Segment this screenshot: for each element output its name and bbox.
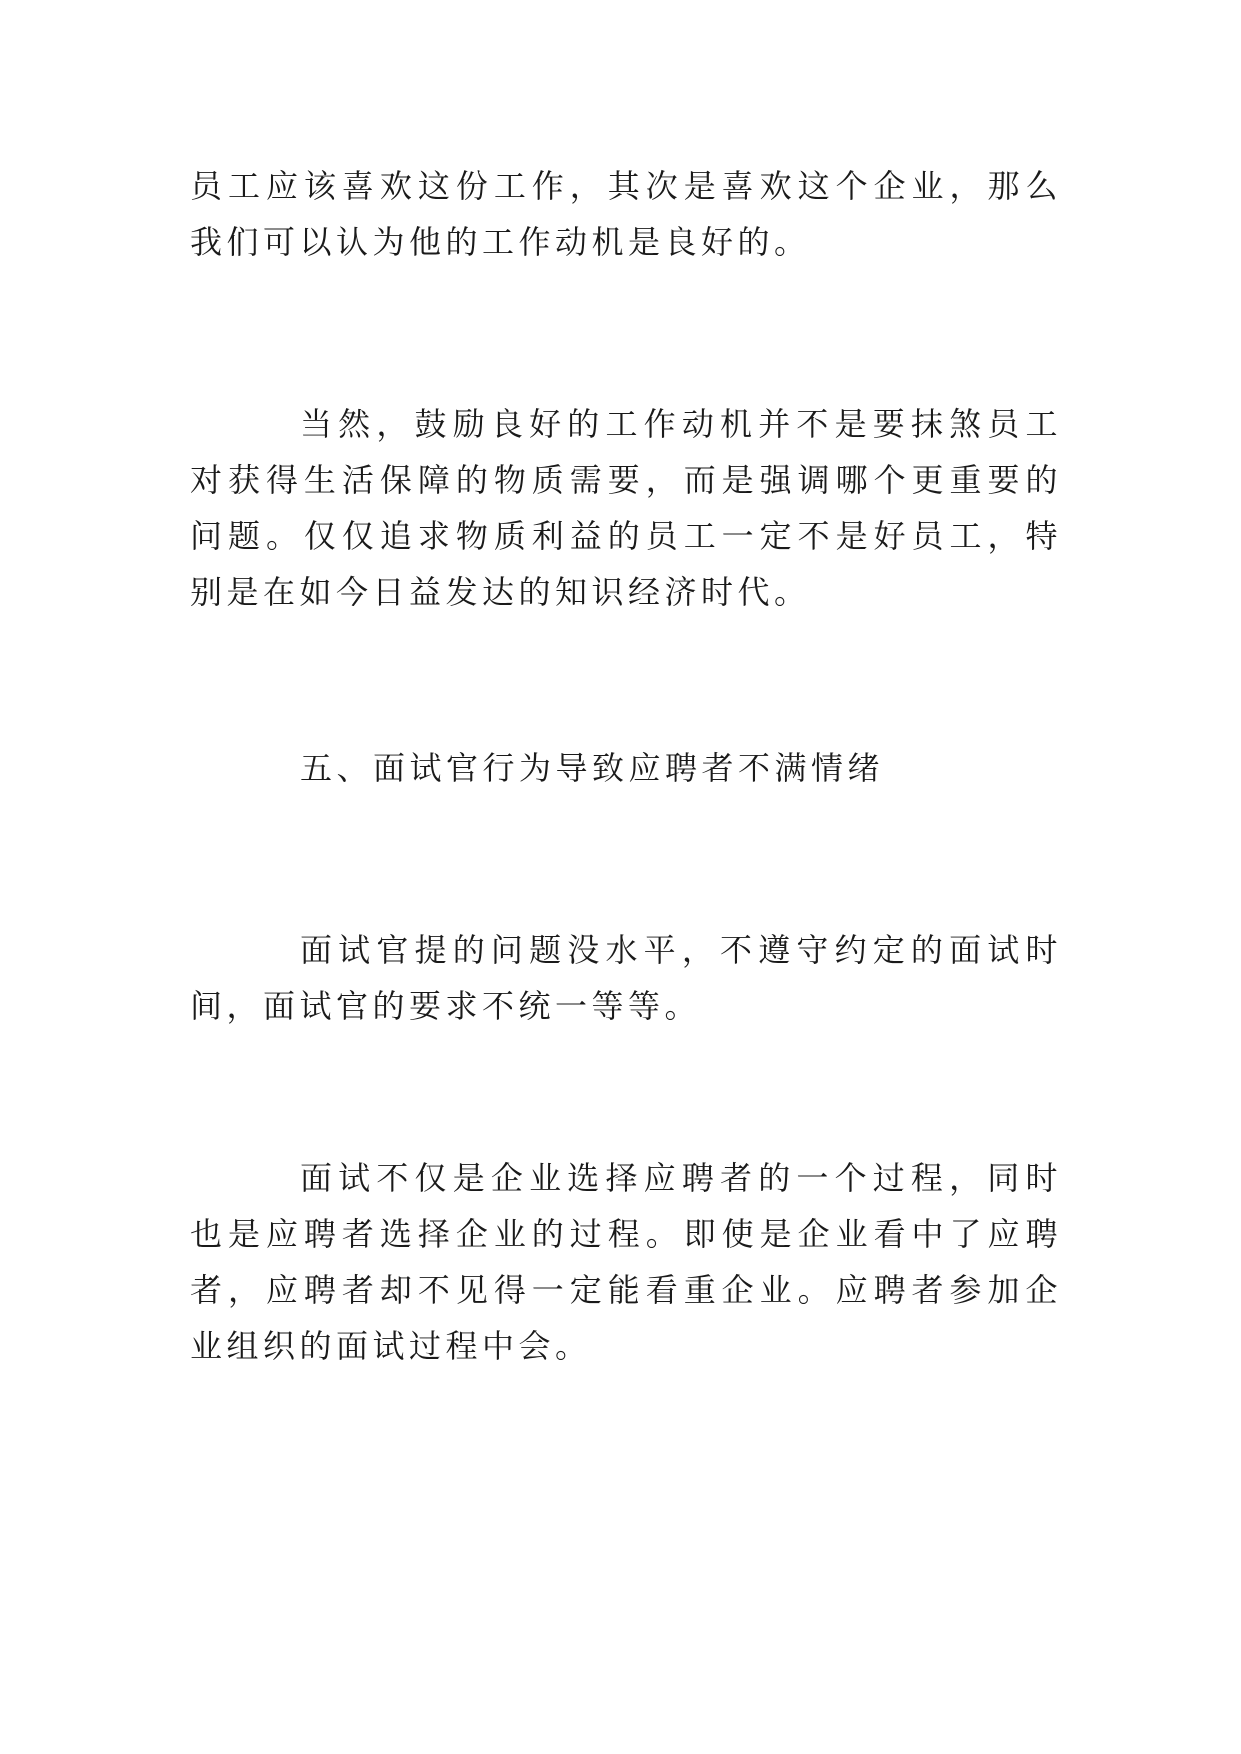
- paragraph-material-needs: 当然，鼓励良好的工作动机并不是要抹煞员工对获得生活保障的物质需要，而是强调哪个更重要的问题。仅仅追求物质利益的员工一定不是好员工，特别是在如今日益发达的知识经济时代。: [190, 405, 1062, 611]
- paragraph-mutual-selection: 面试不仅是企业选择应聘者的一个过程，同时也是应聘者选择企业的过程。即使是企业看中了应聘者，应聘者却不见得一定能看重企业。应聘者参加企业组织的面试过程中会。: [190, 1159, 1062, 1365]
- paragraph-interviewer-behavior: 面试官提的问题没水平，不遵守约定的面试时间，面试官的要求不统一等等。: [190, 931, 1062, 1025]
- section-heading-five: 五、面试官行为导致应聘者不满情绪: [300, 749, 885, 787]
- paragraph-motivation-continued: 员工应该喜欢这份工作，其次是喜欢这个企业，那么我们可以认为他的工作动机是良好的。: [190, 167, 1062, 261]
